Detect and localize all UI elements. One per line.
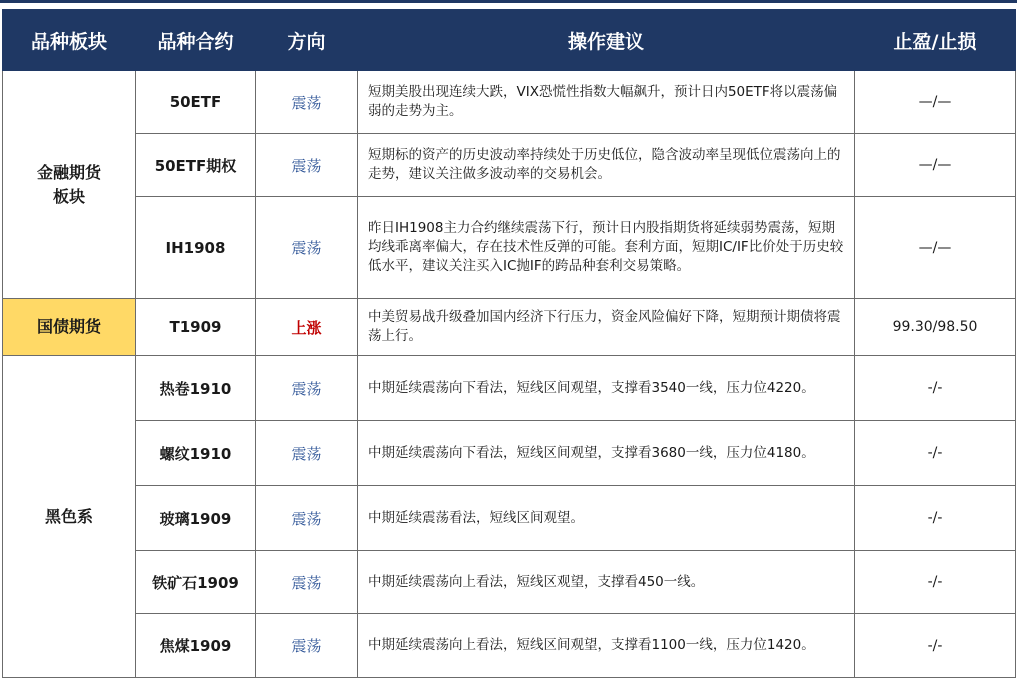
direction-cell: 震荡 — [256, 614, 358, 678]
direction-cell: 震荡 — [256, 551, 358, 614]
contract-name: T1909 — [136, 299, 256, 356]
table-row — [3, 421, 1016, 486]
table-row — [3, 551, 1016, 614]
tp-sl-cell: —/— — [855, 71, 1016, 134]
header-sector: 品种板块 — [3, 10, 136, 71]
direction-cell: 震荡 — [256, 421, 358, 486]
tp-sl-cell: —/— — [855, 197, 1016, 299]
tp-sl-cell: -/- — [855, 614, 1016, 678]
contract-name: 热卷1910 — [136, 356, 256, 421]
table-row — [3, 299, 1016, 356]
advice-cell: 短期标的资产的历史波动率持续处于历史低位，隐含波动率呈现低位震荡向上的走势，建议关注做多波动率的交易机会。 — [358, 134, 855, 197]
contract-name: IH1908 — [136, 197, 256, 299]
contract-name: 玻璃1909 — [136, 486, 256, 551]
direction-cell: 震荡 — [256, 71, 358, 134]
advice-cell: 短期美股出现连续大跌，VIX恐慌性指数大幅飙升，预计日内50ETF将以震荡偏弱的走势为主。 — [358, 71, 855, 134]
top-border — [0, 0, 1017, 3]
table-row — [3, 356, 1016, 421]
direction-cell: 震荡 — [256, 356, 358, 421]
tp-sl-cell: -/- — [855, 356, 1016, 421]
tp-sl-cell: 99.30/98.50 — [855, 299, 1016, 356]
header-tp-sl: 止盈/止损 — [855, 10, 1016, 71]
direction-cell: 震荡 — [256, 197, 358, 299]
advice-cell: 中期延续震荡向下看法，短线区间观望，支撑看3540一线，压力位4220。 — [358, 356, 855, 421]
direction-cell: 震荡 — [256, 134, 358, 197]
table-row — [3, 614, 1016, 678]
header-direction: 方向 — [256, 10, 358, 71]
direction-cell: 上涨 — [256, 299, 358, 356]
table-row — [3, 486, 1016, 551]
tp-sl-cell: -/- — [855, 421, 1016, 486]
table-row — [3, 197, 1016, 299]
table-row — [3, 71, 1016, 134]
header-row — [3, 10, 1016, 71]
contract-name: 铁矿石1909 — [136, 551, 256, 614]
tp-sl-cell: —/— — [855, 134, 1016, 197]
table-row — [3, 134, 1016, 197]
advice-cell: 中期延续震荡向上看法，短线区观望，支撑看450一线。 — [358, 551, 855, 614]
sector-ferrous: 黑色系 — [3, 356, 136, 678]
contract-name: 50ETF — [136, 71, 256, 134]
direction-cell: 震荡 — [256, 486, 358, 551]
sector-financial-futures: 金融期货 板块 — [3, 71, 136, 299]
tp-sl-cell: -/- — [855, 551, 1016, 614]
advice-cell: 中期延续震荡看法，短线区间观望。 — [358, 486, 855, 551]
advice-cell: 中期延续震荡向下看法，短线区间观望，支撑看3680一线，压力位4180。 — [358, 421, 855, 486]
advice-cell: 昨日IH1908主力合约继续震荡下行，预计日内股指期货将延续弱势震荡，短期均线乖离率偏大，存在技术性反弹的可能。套利方面，短期IC/IF比价处于历史较低水平，建议关注买入IC抛IF的跨品种套利交易策略。 — [358, 197, 855, 299]
advice-cell: 中期延续震荡向上看法，短线区间观望，支撑看1100一线，压力位1420。 — [358, 614, 855, 678]
contract-name: 50ETF期权 — [136, 134, 256, 197]
sector-treasury-futures: 国债期货 — [3, 299, 136, 356]
contract-name: 螺纹1910 — [136, 421, 256, 486]
tp-sl-cell: -/- — [855, 486, 1016, 551]
contract-name: 焦煤1909 — [136, 614, 256, 678]
futures-advice-table — [2, 9, 1016, 678]
header-contract: 品种合约 — [136, 10, 256, 71]
header-advice: 操作建议 — [358, 10, 855, 71]
advice-cell: 中美贸易战升级叠加国内经济下行压力，资金风险偏好下降，短期预计期债将震荡上行。 — [358, 299, 855, 356]
